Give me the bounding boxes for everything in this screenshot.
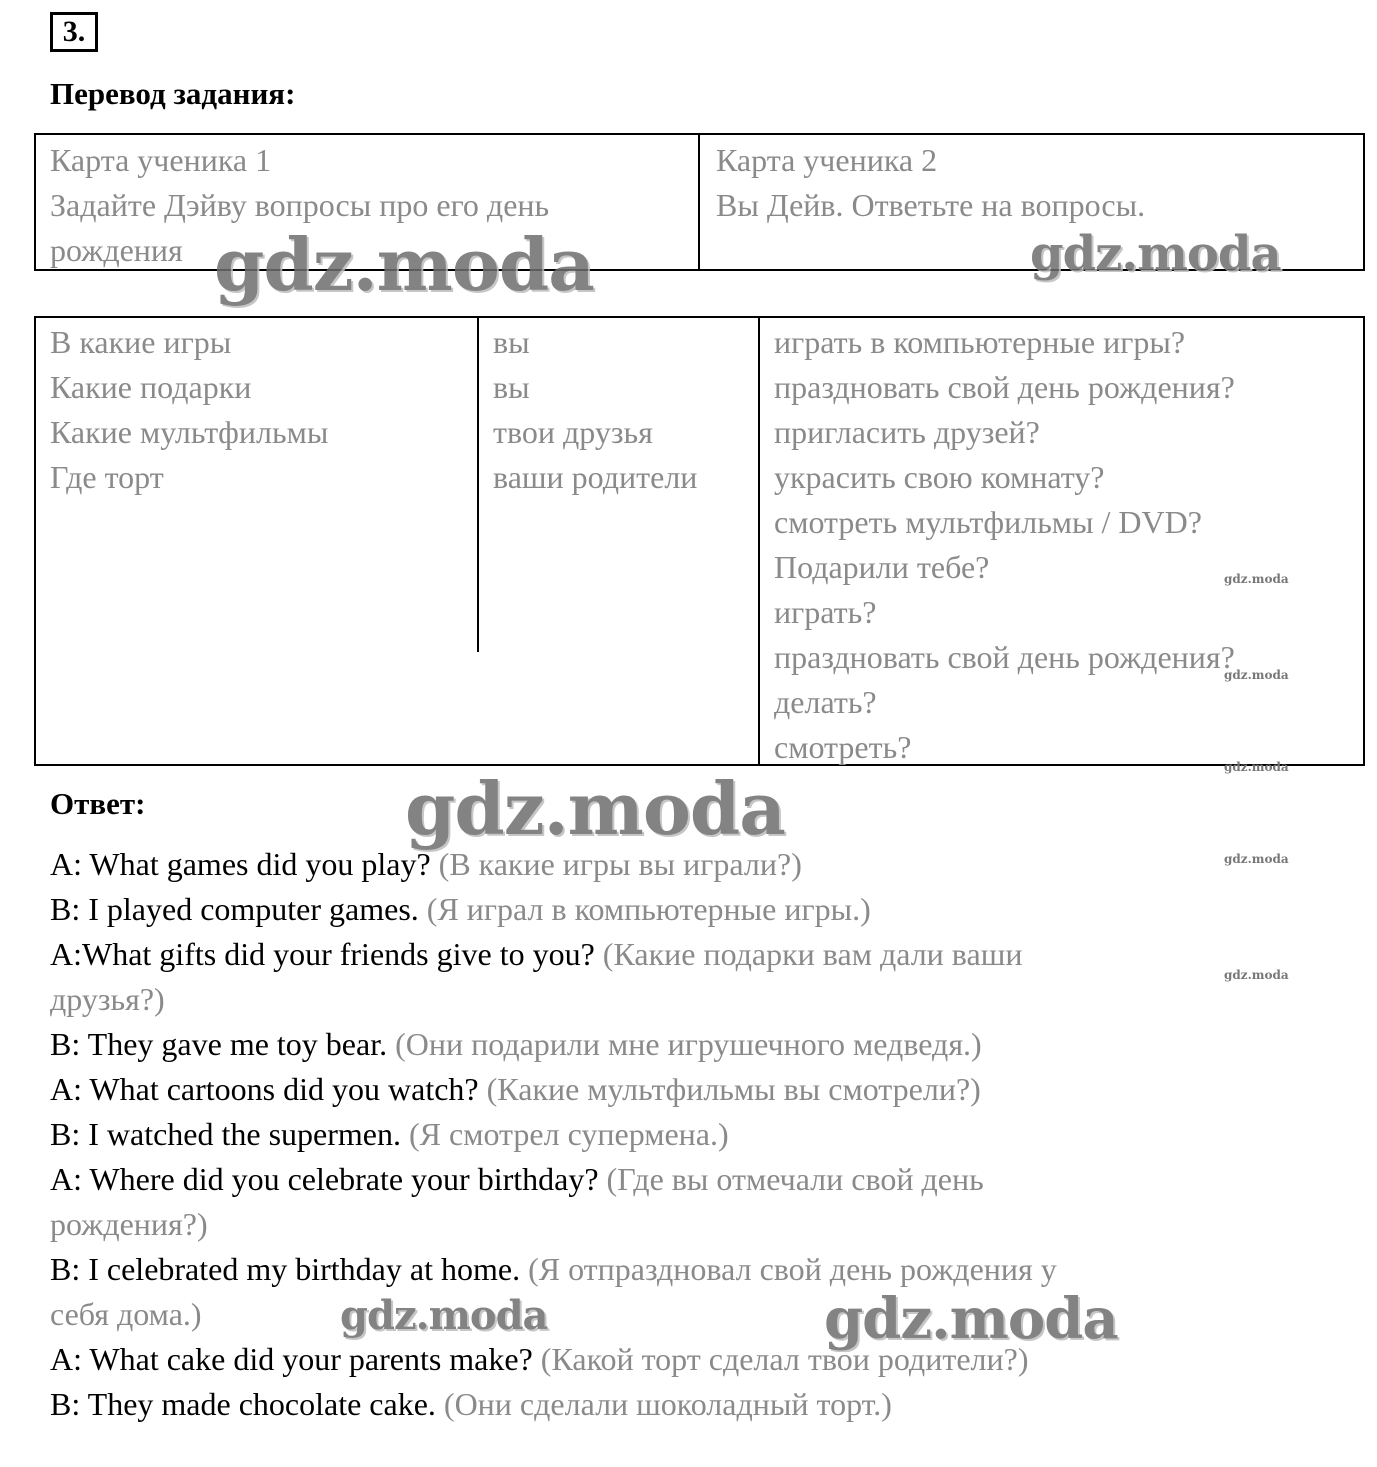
english-text: A:What gifts did your friends give to you? <box>50 936 603 972</box>
table-cell: Подарили тебе? <box>774 549 990 585</box>
table-cell: пригласить друзей? <box>774 414 1040 450</box>
watermark: gdz.moda <box>824 1286 1118 1352</box>
watermark: gdz.moda <box>405 766 785 851</box>
watermark: gdz.moda <box>214 222 594 307</box>
english-text: A: What cartoons did you watch? <box>50 1071 487 1107</box>
dialogue-line <box>50 1157 1350 1202</box>
table-cell: играть? <box>774 594 877 630</box>
english-text: B: I played computer games. <box>50 891 427 927</box>
table-cell: делать? <box>774 684 877 720</box>
question-words-column <box>36 318 476 500</box>
dialogue-line <box>50 1337 1350 1382</box>
watermark: gdz.moda <box>340 1292 548 1339</box>
russian-text: (Какие подарки вам дали ваши <box>602 936 1023 972</box>
verb-column <box>760 318 1360 770</box>
subject-column <box>479 318 757 500</box>
table-cell: В какие игры <box>50 324 232 360</box>
dialogue-line <box>50 887 1350 932</box>
table-cell: Какие подарки <box>50 369 252 405</box>
watermark-small: gdz.moda <box>1224 968 1289 982</box>
english-text: B: I watched the supermen. <box>50 1116 409 1152</box>
russian-text: (Я отпраздновал свой день рождения у <box>528 1251 1057 1287</box>
table-cell: смотреть мультфильмы / DVD? <box>774 504 1202 540</box>
dialogue-line <box>50 1382 1350 1427</box>
card-line: Задайте Дэйву вопросы про его день <box>50 187 550 223</box>
dialogue-line <box>50 977 1350 1022</box>
english-text: A: What cake did your parents make? <box>50 1341 541 1377</box>
watermark-small: gdz.moda <box>1224 668 1289 682</box>
watermark-small: gdz.moda <box>1224 760 1289 774</box>
russian-text: (Они подарили мне игрушечного медведя.) <box>395 1026 982 1062</box>
english-text: B: I celebrated my birthday at home. <box>50 1251 529 1287</box>
russian-text: себя дома.) <box>50 1296 202 1332</box>
english-text: B: They gave me toy bear. <box>50 1026 396 1062</box>
dialogue-line <box>50 1067 1350 1112</box>
table-cell: вы <box>493 369 530 405</box>
dialogue-line <box>50 1292 1350 1337</box>
dialogue-line <box>50 1022 1350 1067</box>
translation-heading: Перевод задания: <box>50 76 296 111</box>
dialogue-line <box>50 1112 1350 1157</box>
answer-heading: Ответ: <box>50 786 146 821</box>
russian-text: (В какие игры вы играли?) <box>438 846 802 882</box>
watermark-small: gdz.moda <box>1224 852 1289 866</box>
watermark-small: gdz.moda <box>1224 572 1289 586</box>
english-text: A: Where did you celebrate your birthday? <box>50 1161 607 1197</box>
english-text: B: They made chocolate cake. <box>50 1386 444 1422</box>
russian-text: (Где вы отмечали свой день <box>606 1161 984 1197</box>
dialogue-line <box>50 1202 1350 1247</box>
table-cell: Где торт <box>50 459 164 495</box>
table-cell: ваши родители <box>493 459 698 495</box>
table-cell: Какие мультфильмы <box>50 414 329 450</box>
table-cell: украсить свою комнату? <box>774 459 1105 495</box>
table-cell: вы <box>493 324 530 360</box>
russian-text: (Они сделали шоколадный торт.) <box>443 1386 892 1422</box>
table-cell: смотреть? <box>774 729 912 765</box>
russian-text: (Какой торт сделал твои родители?) <box>540 1341 1029 1377</box>
cards-divider <box>698 133 700 271</box>
russian-text: (Я играл в компьютерные игры.) <box>426 891 871 927</box>
table-cell: твои друзья <box>493 414 653 450</box>
watermark: gdz.moda <box>1030 226 1281 282</box>
answer-dialogue <box>50 842 1350 1427</box>
card-line: рождения <box>50 232 183 268</box>
student2-card <box>702 136 1362 228</box>
table-cell: играть в компьютерные игры? <box>774 324 1186 360</box>
russian-text: (Я смотрел супермена.) <box>409 1116 729 1152</box>
russian-text: (Какие мультфильмы вы смотрели?) <box>486 1071 981 1107</box>
table-cell: праздновать свой день рождения? <box>774 369 1235 405</box>
card-line: Карта ученика 2 <box>716 142 938 178</box>
english-text: A: What games did you play? <box>50 846 439 882</box>
russian-text: рождения?) <box>50 1206 208 1242</box>
russian-text: друзья?) <box>50 981 165 1017</box>
dialogue-line <box>50 1247 1350 1292</box>
task-number: 3. <box>50 12 98 52</box>
card-line: Вы Дейв. Ответьте на вопросы. <box>716 187 1146 223</box>
dialogue-line <box>50 932 1350 977</box>
table-cell: праздновать свой день рождения? <box>774 639 1235 675</box>
card-line: Карта ученика 1 <box>50 142 272 178</box>
